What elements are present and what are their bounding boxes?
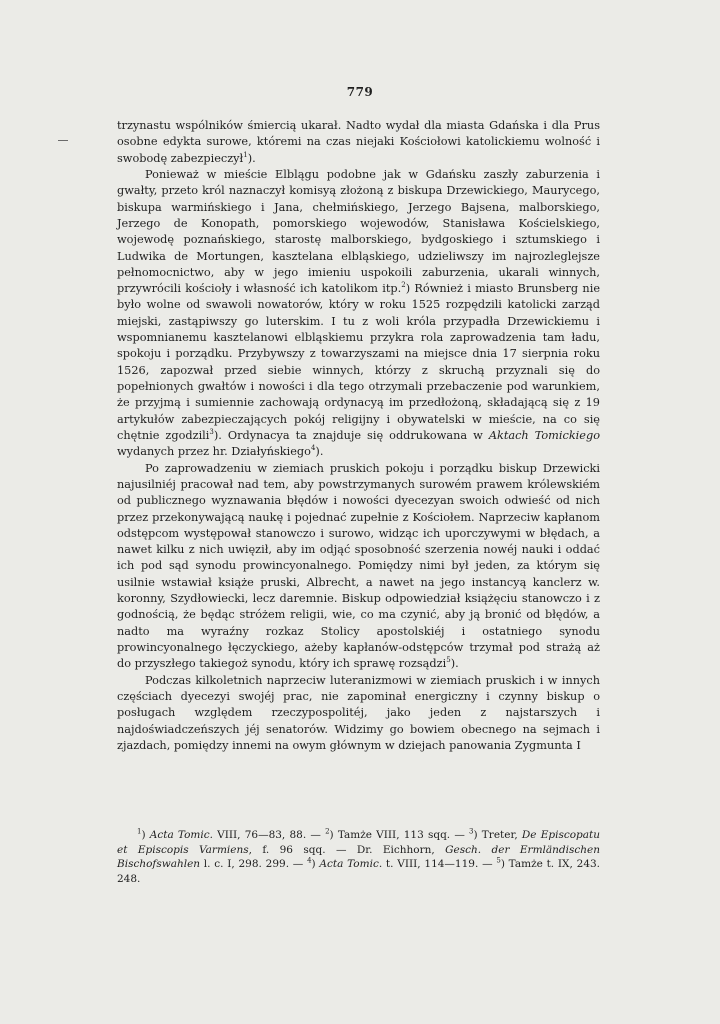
footnote-number: 4: [307, 856, 312, 865]
footnote-source: De Episcopatu et Episcopis Varmiens: [117, 829, 601, 856]
paragraph-text: ).: [247, 151, 256, 165]
footnote-ref: 5: [446, 656, 451, 665]
footnote-ref: 3: [209, 428, 214, 437]
footnote-ref: 1: [243, 150, 248, 159]
paragraph-1: [117, 118, 600, 167]
footnote-text: ) Tamże VIII, 113 sqq. —: [329, 829, 470, 841]
footnote-number: 2: [325, 827, 330, 836]
paragraph-text: ).: [315, 445, 324, 459]
footnote-source: Acta Tomic.: [319, 858, 383, 871]
paragraph-text: ). Ordynacya ta znajduje się oddrukowana w: [213, 428, 489, 442]
paragraph-text: ).: [450, 657, 459, 671]
footnote-source: Gesch. der Ermländischen Bischofswahlen: [117, 843, 600, 871]
paragraph-text: trzynastu wspólników śmiercią ukarał. Nadto wydał dla miasta Gdańska i dla Prus osobne edykta surowe, któremi na czas niejaki Kościołowi katolickiemu wolność i swobodę zabezpieczył: [117, 119, 600, 165]
margin-mark: [58, 140, 68, 141]
footnote-block: $^1$) Acta Tomic. VIII, 76—83, 88. — $^2$) Tamże VIII, 113 sqq. — $^3$) Treter, De Episcopatu et Episcopis Varmiens, f. 96 sqq. — Dr. Eichhorn, Gesch. der Ermländischen Bischofswahlen l. c. I, 298. 299. — $^4$) Acta Tomic. t. VIII, 114—119. — $^5$) Tamże t. IX, 243. 248.: [117, 827, 601, 885]
paragraph-text: Podczas kilkoletnich naprzeciw luteranizmowi w ziemiach pruskich i w innych częściach dyecezyi swojéj prac, nie zapominał energiczny i czynny biskup o posługach względem rzeczypospolitéj, jako jeden z najstarszych i najdoświadczeńszych jéj senatorów. Widzimy go bowiem obecnego na sejmach i zjazdach, pomiędzy innemi na owym głównym w dziejach panowania Zygmunta I: [117, 673, 600, 752]
paragraph-3: [117, 461, 600, 673]
main-text: [117, 118, 600, 754]
footnote-text: VIII, 76—83, 88. —: [212, 829, 326, 841]
paragraph-text: Po zaprowadzeniu w ziemiach pruskich pokoju i porządku biskup Drzewicki najusilniéj pracował nad tem, aby powstrzymanych surowém prawem królewskiém od publicznego wyznawania błędów i nowości dyecezyan swoich odwieść od nich przez przekonywającą naukę i pojednać zupełnie z Kościołem. Naprzeciw kapłanom odstępcom występował stanowczo i surowo, widząc ich uporczywymi w błędach, a nawet kilku z nich uwięził, aby im odjąć sposobność szerzenia nowéj nauki i oddać ich pod sąd synodu prowincyonalnego. Pomiędzy nimi był jeden, za którym się usilnie wstawiał książe pruski, Albrecht, a nawet na jego instancyą kanclerz w. koronny, Szydłowiecki, lecz daremnie. Biskup odpowiedział książęciu stanowczo i z godnością, że będąc stróżem religii, wie, co ma czynić, aby ją bronić od błędów, a nadto ma wyraźny rozkaz Stolicy apostolskiéj i ostatniego synodu prowincyonalnego łęczyckiego, ażeby kapłanów-odstępców trzymał pod strażą aż do przyszłego takiegoż synodu, który ich sprawę rozsądzi: [117, 461, 600, 671]
paragraph-4: [117, 673, 600, 755]
paragraph-text: Ponieważ w mieście Elblągu podobne jak w Gdańsku zaszły zaburzenia i gwałty, przeto król naznaczył komisyą złożoną z biskupa Drzewickiego, Maurycego, biskupa warmińskiego i Jana, chełmińskiego, Jerzego Bajsena, malborskiego, Jerzego de Konopath, pomorskiego wojewodów, Stanisława Kościelskiego, wojewodę poznańskiego, starostę malborskiego, bydgoskiego i sztumskiego i Ludwika de Mortungen, kasztelana elbląskiego, udzieliwszy im najrozleglejsze pełnomocnictwo, aby w jego imieniu uspokoili zaburzenia, ukarali winnych, przywrócili kościoły i własność ich katolikom itp.: [117, 167, 600, 296]
footnote-source: Acta Tomic.: [149, 829, 213, 841]
footnote-number: 5: [496, 856, 501, 865]
footnote-number: 3: [469, 827, 474, 836]
footnote-number: 1: [137, 827, 142, 836]
page-number: 779: [346, 85, 374, 99]
paragraph-text: wydanych przez hr. Działyńskiego: [117, 445, 311, 459]
paragraph-text: ) Również i miasto Brunsberg nie było wolne od swawoli nowatorów, który w roku 1525 rozpędzili katolicki zarząd miejski, zastąpiwszy go luterskim. I tu z woli króla przypadła Drzewickiemu i wspomnianemu kasztelanowi elbląskiemu przykra rola zaprowadzenia tam ładu, spokoju i porządku. Przybywszy z towarzyszami na miejsce dnia 17 sierpnia roku 1526, zapozwał przed siebie winnych, którzy z skruchą przyznali się do popełnionych gwałtów i nowości i dla tego otrzymali przebaczenie pod warunkiem, że przyjmą i sumiennie zachowają ordynacyą im przedłożoną, składającą się z 19 artykułów zabezpieczających pokój religijny i obywatelski w mieście, na co się chętnie zgodzili: [117, 282, 601, 442]
footnote-ref: 4: [310, 444, 316, 453]
footnote-text: ): [311, 858, 320, 871]
paragraph-2: [117, 167, 600, 461]
footnote-text: ) Treter,: [473, 829, 522, 841]
footnote-text: ) Tamże t. IX, 243. 248.: [117, 858, 601, 885]
footnote-text: l. c. I, 298. 299. —: [200, 858, 308, 871]
footnote-ref: 2: [401, 281, 406, 290]
footnote-text: , f. 96 sqq. — Dr. Eichhorn,: [248, 843, 446, 856]
footnote-text: t. VIII, 114—119. —: [382, 858, 497, 871]
footnotes: [117, 828, 600, 886]
italic-title: Aktach Tomickiego: [488, 428, 600, 442]
